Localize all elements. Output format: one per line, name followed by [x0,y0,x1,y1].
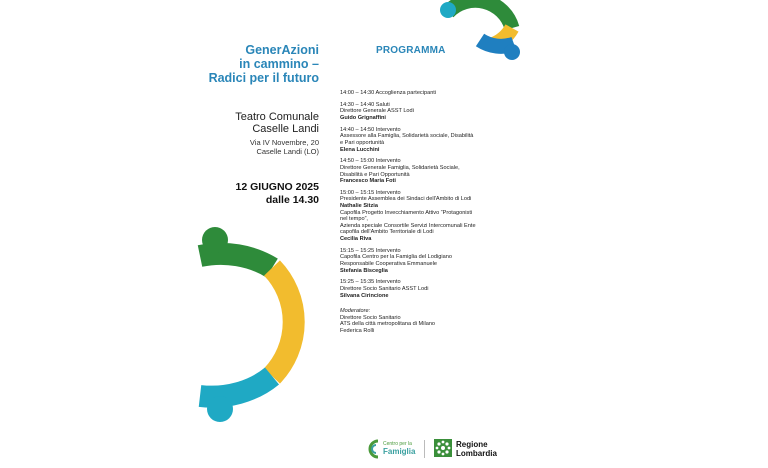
lombardia-rose-icon [434,439,452,457]
slot-time: 14:30 – 14:40 Saluti [340,101,390,108]
slot-time: 15:25 – 15:35 Intervento [340,279,401,286]
address [250,138,319,156]
event-flyer [192,0,525,468]
centro-per-la-famiglia-logo [364,437,416,461]
address-line: Caselle Landi (LO) [256,147,319,156]
logo-rl-line2: Lombardia [456,449,497,458]
program-slot [340,102,522,122]
logo-rl-text [456,440,497,458]
slot-role: Capofila Centro per la Famiglia del Lodigiano [340,254,452,261]
slot-time: 14:00 – 14:30 Accoglienza partecipanti [340,90,437,96]
bottom-ring-icon [200,227,294,422]
slot-time: 14:40 – 14:50 Intervento [340,126,401,133]
slot-role: e Pari opportunità [340,139,385,146]
slot-speaker: Nathalie Sitzia [340,203,378,210]
date-line: 12 GIUGNO 2025 [235,181,319,193]
venue-line: Caselle Landi [252,123,319,135]
program-slot [340,127,522,153]
slot-time: 15:15 – 15:25 Intervento [340,247,401,254]
moderator-role: Direttore Socio Sanitario [340,314,401,321]
time-line: dalle 14.30 [265,194,319,206]
event-date [236,181,319,207]
program-list [340,90,522,335]
logo-bar [364,437,524,461]
logo-rl-line1: Regione [456,440,488,449]
slot-time: 15:00 – 15:15 Intervento [340,189,401,196]
event-title [209,43,319,85]
program-slot [340,90,522,97]
regione-lombardia-logo [434,439,497,462]
slot-role: Responsabile Cooperativa Emmanuele [340,261,438,267]
title-line: GenerAzioni [245,43,319,57]
program-slot [340,158,522,184]
slot-speaker: Guido Grignaffini [340,114,386,121]
slot-role: Disabilità e Pari Opportunità [340,171,410,178]
logo-cpf-line1: Centro per la [383,441,412,447]
family-logo-icon [364,437,382,461]
logo-cpf-line2: Famiglia [383,447,416,456]
moderator-role: ATS della città metropolitana di Milano [340,321,436,328]
moderator-block [340,308,522,334]
slot-role: nel tempo”, [340,216,368,223]
slot-speaker: Cecilia Riva [340,236,372,243]
slot-speaker: Elena Lucchini [340,146,380,153]
slot-role: Capofila Progetto Invecchiamento Attivo “Protagonisti [340,209,473,216]
venue [235,111,319,135]
slot-time: 14:50 – 15:00 Intervento [340,158,401,165]
address-line: Via IV Novembre, 20 [249,138,319,147]
venue-line: Teatro Comunale [235,111,319,123]
logo-divider [424,440,425,458]
program-slot [340,279,522,299]
program-heading: PROGRAMMA [376,45,446,56]
slot-role: Azienda speciale Consortile Servizi Intercomunali Ente [340,222,476,229]
slot-speaker: Stefania Bisceglia [340,267,388,274]
slot-speaker: Francesco Maria Foti [340,178,396,185]
slot-speaker: Silvana Cirincione [340,292,389,299]
program-slot [340,248,522,274]
moderator-label: Moderatore: [340,308,371,315]
slot-role: Direttore Generale Famiglia, Solidarietà Sociale, [340,164,460,171]
slot-role: Direttore Socio Sanitario ASST Lodi [340,285,429,292]
slot-role: Assessore alla Famiglia, Solidarietà sociale, Disabilità [340,133,474,140]
moderator-name: Federica Rolli [340,327,375,334]
title-line: Radici per il futuro [208,71,319,85]
slot-role: Direttore Generale ASST Lodi [340,108,414,115]
slot-role: Presidente Assemblea dei Sindaci dell'Ambito di Lodi [340,196,472,203]
title-line: in cammino – [239,57,319,71]
program-slot [340,190,522,243]
top-ring-icon [440,0,520,60]
slot-role: capofila dell'Ambito Territoriale di Lodi [340,229,434,236]
